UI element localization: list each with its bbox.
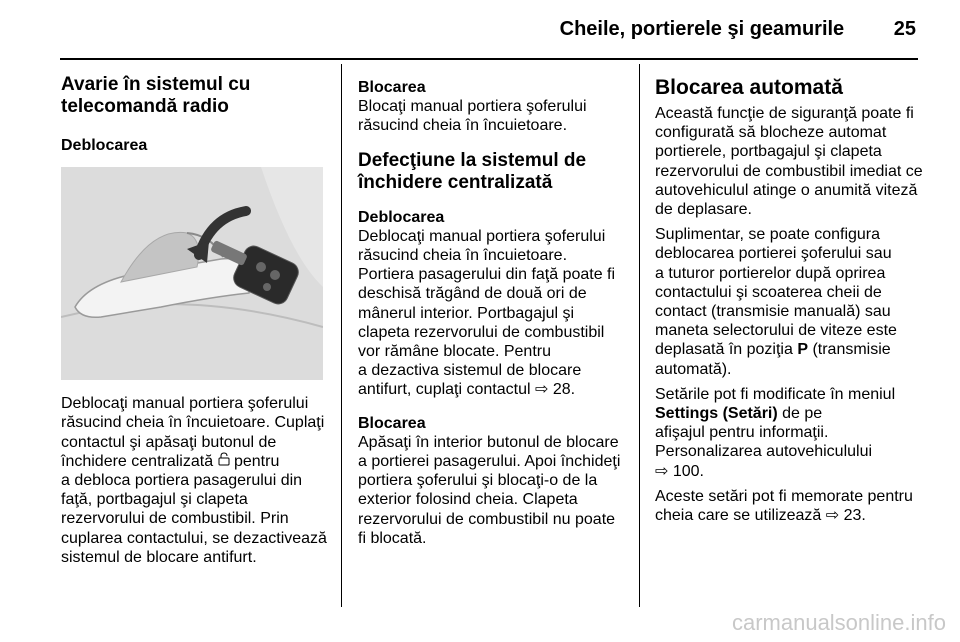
- column-3: [655, 66, 955, 525]
- paragraph-auto-unlock-text-b: (transmisie automată).: [655, 341, 891, 378]
- paragraph-unlocking-text-a: Deblocaţi manual portiera şoferului răsucind cheia în încuietoare. Cuplaţi contactul şi apăsaţi butonul de închidere centralizată: [61, 395, 325, 470]
- page-ref-arrow-icon: ⇨: [534, 381, 553, 399]
- page-title: Cheile, portierele şi geamurile: [559, 18, 845, 40]
- subheading-unlocking-2: Deblocarea: [358, 208, 445, 226]
- page-ref-28: 28.: [552, 381, 576, 399]
- paragraph-locking-manual: Blocaţi manual portiera şoferului răsucind cheia în încuietoare.: [358, 98, 587, 135]
- section-heading-central-locking-fault: Defecţiune la sistemul de închidere centralizată: [358, 149, 587, 193]
- page-ref-arrow-icon: ⇨: [825, 507, 844, 525]
- section-heading-radio-remote-fault: Avarie în sistemul cu telecomandă radio: [61, 74, 251, 117]
- paragraph-unlocking-text-b: pentru a debloca portiera pasagerului din faţă, portbagajul şi clapeta rezervorului de combustibil. Prin cuplarea contactului, se dezactivează sistemul de blocare antifurt.: [61, 452, 327, 566]
- paragraph-settings-memory: [655, 487, 955, 525]
- subheading-locking-2: Blocarea: [358, 414, 426, 432]
- paragraph-unlocking-central-fault: [358, 227, 628, 400]
- paragraph-auto-unlock-text-a: Suplimentar, se poate configura deblocarea portierei şoferului sau a tuturor portierelor după oprirea contactului şi scoaterea cheii de contact (transmisie manuală) sau maneta selectorului de viteze este deplasată în poziţia: [655, 226, 897, 359]
- column-divider-1: [341, 64, 342, 607]
- page-ref-arrow-icon: ⇨: [655, 462, 673, 480]
- paragraph-unlocking-instructions: [61, 394, 336, 567]
- subheading-locking: Blocarea: [358, 79, 426, 96]
- paragraph-memory-text: Aceste setări pot fi memorate pentru cheia care se utilizează: [655, 487, 913, 525]
- column-2: [358, 66, 628, 548]
- page-number: 25: [893, 18, 916, 40]
- paragraph-auto-lock-function: Această funcţie de siguranţă poate fi configurată să blocheze automat portierele, portbagajul şi clapeta rezervorului de combustibil imediat ce autovehiculul atinge o anumită viteză de deplasare.: [655, 105, 923, 219]
- page-ref-23: 23.: [843, 507, 866, 525]
- paragraph-unlocking-central-text: Deblocaţi manual portiera şoferului răsucind cheia în încuietoare. Portiera pasagerului din faţă poate fi deschisă trăgând de două ori de mânerul interior. Portbagajul şi clapeta rezervorului de combustibil vor rămâne blocate. Pentru a dezactiva sistemul de blocare antifurt, cuplaţi contactul: [358, 227, 616, 399]
- subheading-unlocking: Deblocarea: [61, 137, 148, 154]
- page-header: [560, 18, 916, 41]
- column-1: [61, 66, 336, 567]
- paragraph-locking-central-fault: Apăsaţi în interior butonul de blocare a portierei pasagerului. Apoi închideţi portiera şoferului şi blocaţi-o de la exterior folosind cheia. Clapeta rezervorului de combustibil nu poate fi blocată.: [358, 433, 621, 547]
- section-heading-automatic-locking: Blocarea automată: [655, 76, 843, 99]
- paragraph-settings-text-b: de pe afişajul pentru informaţii. Personalizarea autovehiculului: [655, 405, 873, 461]
- door-handle-illustration-svg: [61, 167, 323, 380]
- door-handle-key-illustration: [61, 167, 323, 380]
- watermark: carmanualsonline.info: [731, 610, 946, 635]
- header-divider: [60, 58, 918, 60]
- paragraph-settings-text-a: Setările pot fi modificate în meniul: [655, 385, 896, 403]
- column-divider-2: [639, 64, 640, 607]
- central-lock-icon: [218, 452, 230, 471]
- settings-menu-name: Settings (Setări): [655, 405, 778, 423]
- paragraph-settings-menu: [655, 385, 955, 481]
- page-ref-100: 100.: [672, 462, 704, 480]
- gear-position-p: P: [797, 341, 808, 359]
- paragraph-auto-unlock-config: [655, 225, 955, 379]
